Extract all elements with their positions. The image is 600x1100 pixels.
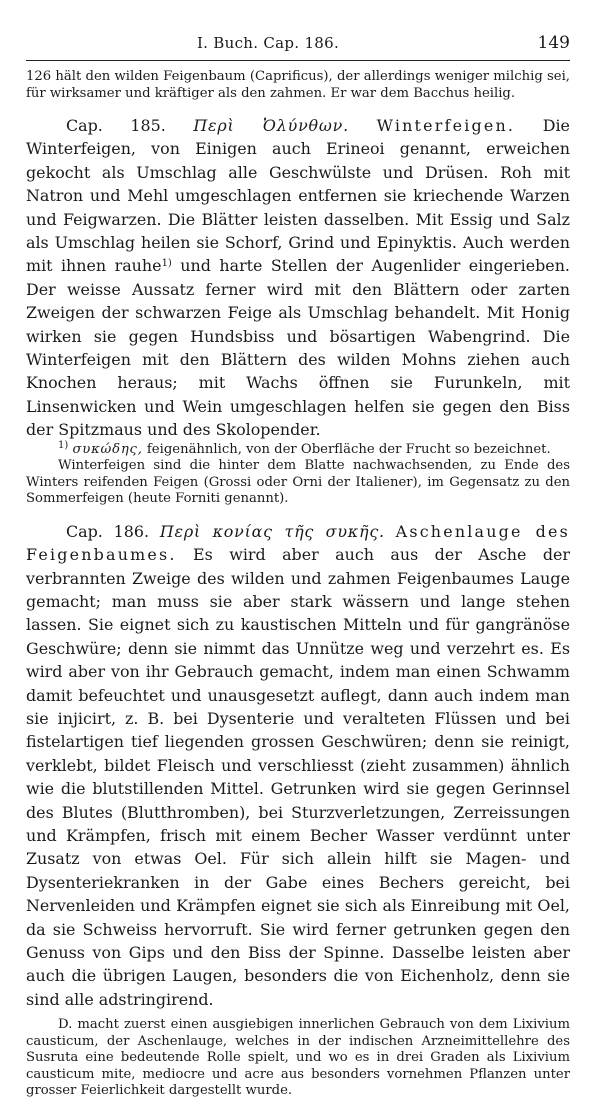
chapter-186-text: Es wird aber auch aus der Asche der verbrannten Zweige des wilden und zahmen Feigenbaumes Lauge gemacht; man muss sie aber stark wässern und lange stehen lassen. Sie eignet sich zu kaustischen Mitteln und für gangränöse Geschwüre; denn sie nimmt das Unnütze weg und verzehrt es. Es wird aber von ihr Gebrauch gemacht, indem man einen Schwamm damit befeuchtet und unausgesetzt auflegt, dann auch indem man sie injicirt, z. B. bei Dysenterie und veralteten Flüssen und bei fistelartigen tief liegenden grossen Geschwüren; denn sie reinigt, verklebt, bildet Fleisch und verschliesst (zieht zusammen) ähnlich wie die blutstillenden Mittel. Getrunken wird sie gegen Gerinnsel des Blutes (Blutthromben), bei Sturzverletzungen, Zerreissungen und Krämpfen, frisch mit einem Becher Wasser verdünnt unter Zusatz von etwas Oel. Für sich allein hilft sie Magen- und Dysenteriekranken in der Gabe eines Bechers gereicht, bei Nervenleiden und Krämpfen eignet sie sich als Einreibung mit Oel, da sie Schweiss hervorruft. Sie wird ferner getrunken gegen den Genuss von Gips und den Biss der Spinne. Dasselbe leisten aber auch die übrigen Laugen, besonders die von Eichenholz, denn sie sind alle adstringirend. bbox=[26, 545, 570, 1009]
page-number: 149 bbox=[537, 33, 570, 53]
page-header bbox=[26, 30, 570, 61]
chapter-186-cap-label: Cap. 186. bbox=[66, 521, 150, 541]
footnote-greek-word: συκώδης, bbox=[72, 441, 143, 457]
chapter-185-cap-label: Cap. 185. bbox=[66, 116, 166, 135]
footnote-reference: 1) bbox=[161, 258, 172, 270]
continuation-note: 126 hält den wilden Feigenbaum (Caprificus), der allerdings weniger milchig sei, für wirksamer und kräftiger als den zahmen. Er war dem Bacchus heilig. bbox=[26, 69, 570, 101]
chapter-186-title: Aschenlauge des Feigenbaumes. bbox=[26, 521, 570, 565]
chapter-185 bbox=[26, 114, 570, 508]
chapter-186 bbox=[26, 520, 570, 1100]
chapter-186-paragraph bbox=[26, 520, 570, 1012]
running-head: I. Buch. Cap. 186. bbox=[196, 34, 340, 52]
chapter-186-greek-title: Περὶ κονίας τῆς συκῆς. bbox=[159, 521, 385, 541]
chapter-185-title: Winterfeigen. bbox=[376, 116, 516, 135]
footnote-text: feigenähnlich, von der Oberfläche der Frucht so bezeichnet. bbox=[146, 441, 551, 457]
chapter-185-note: Winterfeigen sind die hinter dem Blatte nachwachsenden, zu Ende des Winters reifenden Feigen (Grossi oder Orni der Italiener), im Gegensatz zu den Sommerfeigen (heute Forniti genannt). bbox=[26, 458, 570, 507]
chapter-185-text-part2: und harte Stellen der Augenlider eingerieben. Der weisse Aussatz ferner wird mit den Blättern oder zarten Zweigen der schwarzen Feige als Umschlag behandelt. Mit Honig wirken sie gegen Hundsbiss und bösartigen Wabengrind. Die Winterfeigen mit den Blättern des wilden Mohns ziehen auch Knochen heraus; mit Wachs öffnen sie Furunkeln, mit Linsenwicken und Wein umgeschlagen helfen sie gegen den Biss der Spitzmaus und des Skolopender. bbox=[26, 256, 570, 440]
section-gap bbox=[26, 508, 570, 520]
footnote-mark: 1) bbox=[58, 439, 69, 451]
chapter-185-greek-title: Περὶ Ὀλύνθων. bbox=[193, 116, 349, 135]
chapter-185-paragraph bbox=[26, 114, 570, 442]
chapter-185-text-part1: Die Winterfeigen, von Einigen auch Erineoi genannt, erweichen gekocht als Umschlag alle Geschwülste und Drüsen. Roh mit Natron und Mehl umgeschlagen entfernen sie kriechende Warzen und Feigwarzen. Die Blätter leisten dasselben. Mit Essig und Salz als Umschlag heilen sie Schorf, Grind und Epinyktis. Auch werden mit ihnen rauhe bbox=[26, 116, 570, 276]
chapter-185-footnote bbox=[26, 439, 570, 459]
chapter-186-note: D. macht zuerst einen ausgiebigen innerlichen Gebrauch von dem Lixivium causticum, der Aschenlauge, welches in der indischen Arzneimittellehre des Susruta eine bedeutende Rolle spielt, und wo es in drei Graden als Lixivium causticum mite, mediocre und acre aus besonders vornehmen Pflanzen unter grosser Feierlichkeit dargestellt wurde. bbox=[26, 1017, 570, 1099]
